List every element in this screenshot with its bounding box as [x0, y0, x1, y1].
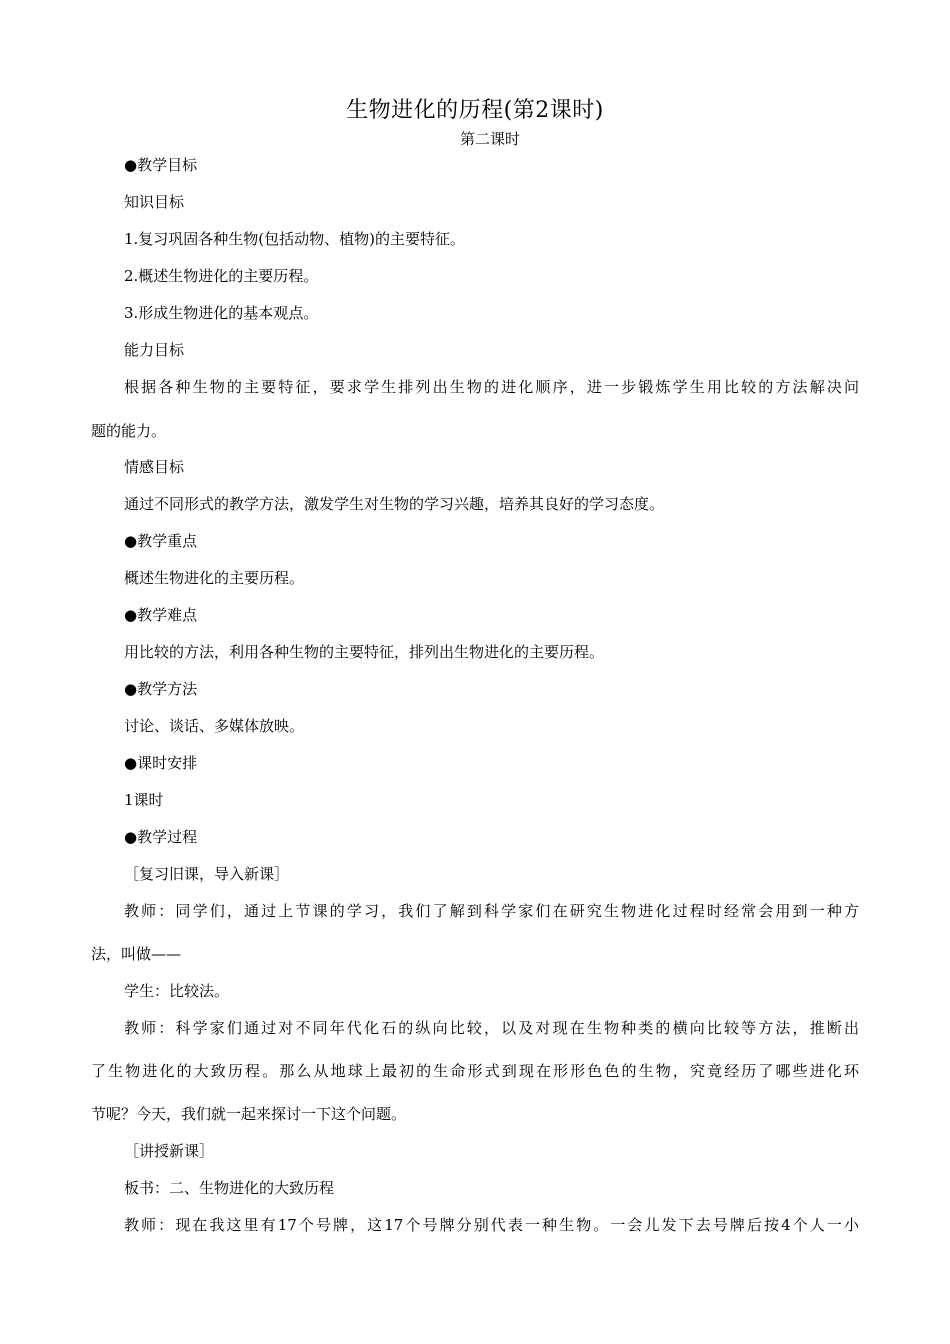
- paragraph-line: 概述生物进化的主要历程。: [124, 569, 305, 587]
- document-title: 生物进化的历程(第2课时): [346, 98, 604, 123]
- paragraph-line: 题的能力。: [91, 422, 167, 440]
- paragraph-line: 教师：现在我这里有17个号牌，这17个号牌分别代表一种生物。一会儿发下去号牌后按4个人一小: [124, 1216, 859, 1234]
- paragraph-line: 1.复习巩固各种生物(包括动物、植物)的主要特征。: [124, 230, 466, 248]
- paragraph-line: 3.形成生物进化的基本观点。: [124, 304, 319, 322]
- section-heading-key-points: ●教学重点: [124, 532, 198, 550]
- section-heading-process: ●教学过程: [124, 828, 198, 846]
- document-subtitle: 第二课时: [459, 130, 520, 148]
- paragraph-line: 节呢？今天，我们就一起来探讨一下这个问题。: [91, 1105, 407, 1123]
- subheading-review: ［复习旧课，导入新课］: [124, 865, 290, 883]
- paragraph-line: 板书：二、生物进化的大致历程: [124, 1179, 335, 1197]
- section-heading-difficulties: ●教学难点: [124, 606, 198, 624]
- paragraph-line: 教师：科学家们通过对不同年代化石的纵向比较，以及对现在生物种类的横向比较等方法，推断出: [124, 1019, 859, 1037]
- section-heading-schedule: ●课时安排: [124, 754, 198, 772]
- paragraph-line: 了生物进化的大致历程。那么从地球上最初的生命形式到现在形形色色的生物，究竟经历了哪些进化环: [91, 1062, 859, 1080]
- paragraph-line: 教师：同学们，通过上节课的学习，我们了解到科学家们在研究生物进化过程时经常会用到一种方: [124, 902, 859, 920]
- subheading-ability-goals: 能力目标: [124, 341, 185, 359]
- section-heading-teaching-goals: ●教学目标: [124, 156, 198, 174]
- subheading-emotion-goals: 情感目标: [124, 458, 185, 476]
- paragraph-line: 讨论、谈话、多媒体放映。: [124, 717, 305, 735]
- subheading-knowledge-goals: 知识目标: [124, 193, 185, 211]
- paragraph-line: 用比较的方法，利用各种生物的主要特征，排列出生物进化的主要历程。: [124, 643, 605, 661]
- paragraph-line: 2.概述生物进化的主要历程。: [124, 267, 319, 285]
- paragraph-line: 根据各种生物的主要特征，要求学生排列出生物的进化顺序，进一步锻炼学生用比较的方法解决问: [124, 378, 859, 396]
- subheading-new-lesson: ［讲授新课］: [124, 1142, 215, 1160]
- paragraph-line: 通过不同形式的教学方法，激发学生对生物的学习兴趣，培养其良好的学习态度。: [124, 495, 665, 513]
- section-heading-methods: ●教学方法: [124, 680, 198, 698]
- paragraph-line: 法，叫做——: [91, 945, 182, 963]
- paragraph-line: 1课时: [124, 791, 164, 809]
- paragraph-line: 学生：比较法。: [124, 982, 230, 1000]
